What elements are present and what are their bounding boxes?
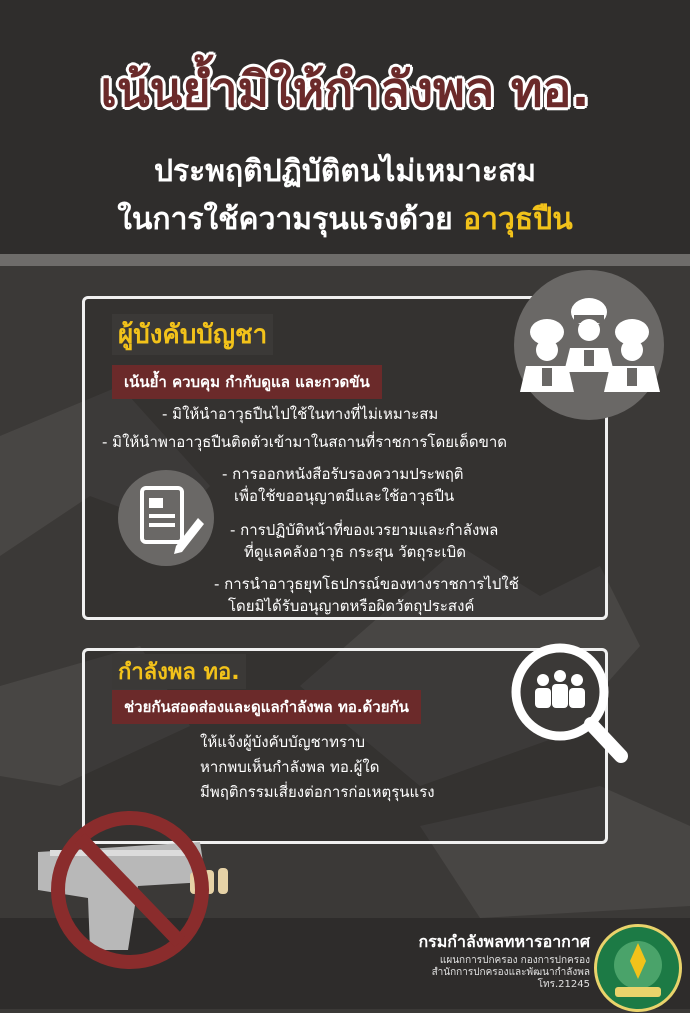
personnel-emphasis-bar: ช่วยกันสอดส่องและดูแลกำลังพล ทอ.ด้วยกัน bbox=[112, 690, 421, 724]
personnel-line: หากพบเห็นกำลังพล ทอ.ผู้ใด bbox=[200, 758, 380, 776]
personnel-heading: กำลังพล ทอ. bbox=[112, 654, 246, 689]
commander-heading: ผู้บังคับบัญชา bbox=[112, 314, 273, 355]
subtitle-line-2-text: ในการใช้ความรุนแรงด้วย bbox=[117, 202, 453, 237]
header-divider bbox=[0, 254, 690, 266]
commander-item: - การนำอาวุธยุทโธปกรณ์ของทางราชการไปใช้ bbox=[214, 575, 519, 593]
commander-item: ที่ดูแลคลังอาวุธ กระสุน วัตถุระเบิด bbox=[244, 543, 466, 561]
document-edit-icon bbox=[118, 470, 214, 566]
subtitle-line-1: ประพฤติปฏิบัติตนไม่เหมาะสม bbox=[153, 154, 537, 189]
page-title: เน้นย้ำมิให้กำลังพล ทอ. bbox=[100, 62, 590, 118]
commander-item: - การออกหนังสือรับรองความประพฤติ bbox=[222, 465, 464, 483]
subtitle-highlight: อาวุธปืน bbox=[463, 202, 573, 237]
subtitle-line-2 bbox=[0, 196, 690, 243]
footer-line: สำนักการปกครองและพัฒนากำลังพล bbox=[431, 967, 590, 978]
footer-line: แผนกการปกครอง กองการปกครอง bbox=[439, 955, 590, 966]
footer-organization-block bbox=[418, 930, 590, 991]
magnifier-people-icon bbox=[505, 640, 635, 770]
commander-item: - มิให้นำพาอาวุธปืนติดตัวเข้ามาในสถานที่ราชการโดยเด็ดขาด bbox=[102, 433, 508, 451]
personnel-line: มีพฤติกรรมเสี่ยงต่อการก่อเหตุรุนแรง bbox=[200, 783, 435, 801]
personnel-line: ให้แจ้งผู้บังคับบัญชาทราบ bbox=[200, 733, 365, 751]
commander-item: โดยมิได้รับอนุญาตหรือผิดวัตถุประสงค์ bbox=[228, 597, 475, 615]
emblem-logo bbox=[594, 924, 682, 1012]
commander-item: เพื่อใช้ขออนุญาตมีและใช้อาวุธปืน bbox=[234, 487, 455, 505]
commander-emphasis-bar: เน้นย้ำ ควบคุม กำกับดูแล และกวดขัน bbox=[112, 365, 382, 399]
no-gun-icon bbox=[30, 790, 260, 975]
organization-name: กรมกำลังพลทหารอากาศ bbox=[418, 932, 590, 951]
commander-item: - การปฏิบัติหน้าที่ของเวรยามและกำลังพล bbox=[230, 521, 499, 539]
footer-line: โทร.21245 bbox=[537, 979, 590, 990]
soldiers-icon bbox=[514, 270, 664, 420]
commander-item: - มิให้นำอาวุธปืนไปใช้ในทางที่ไม่เหมาะสม bbox=[162, 405, 439, 423]
